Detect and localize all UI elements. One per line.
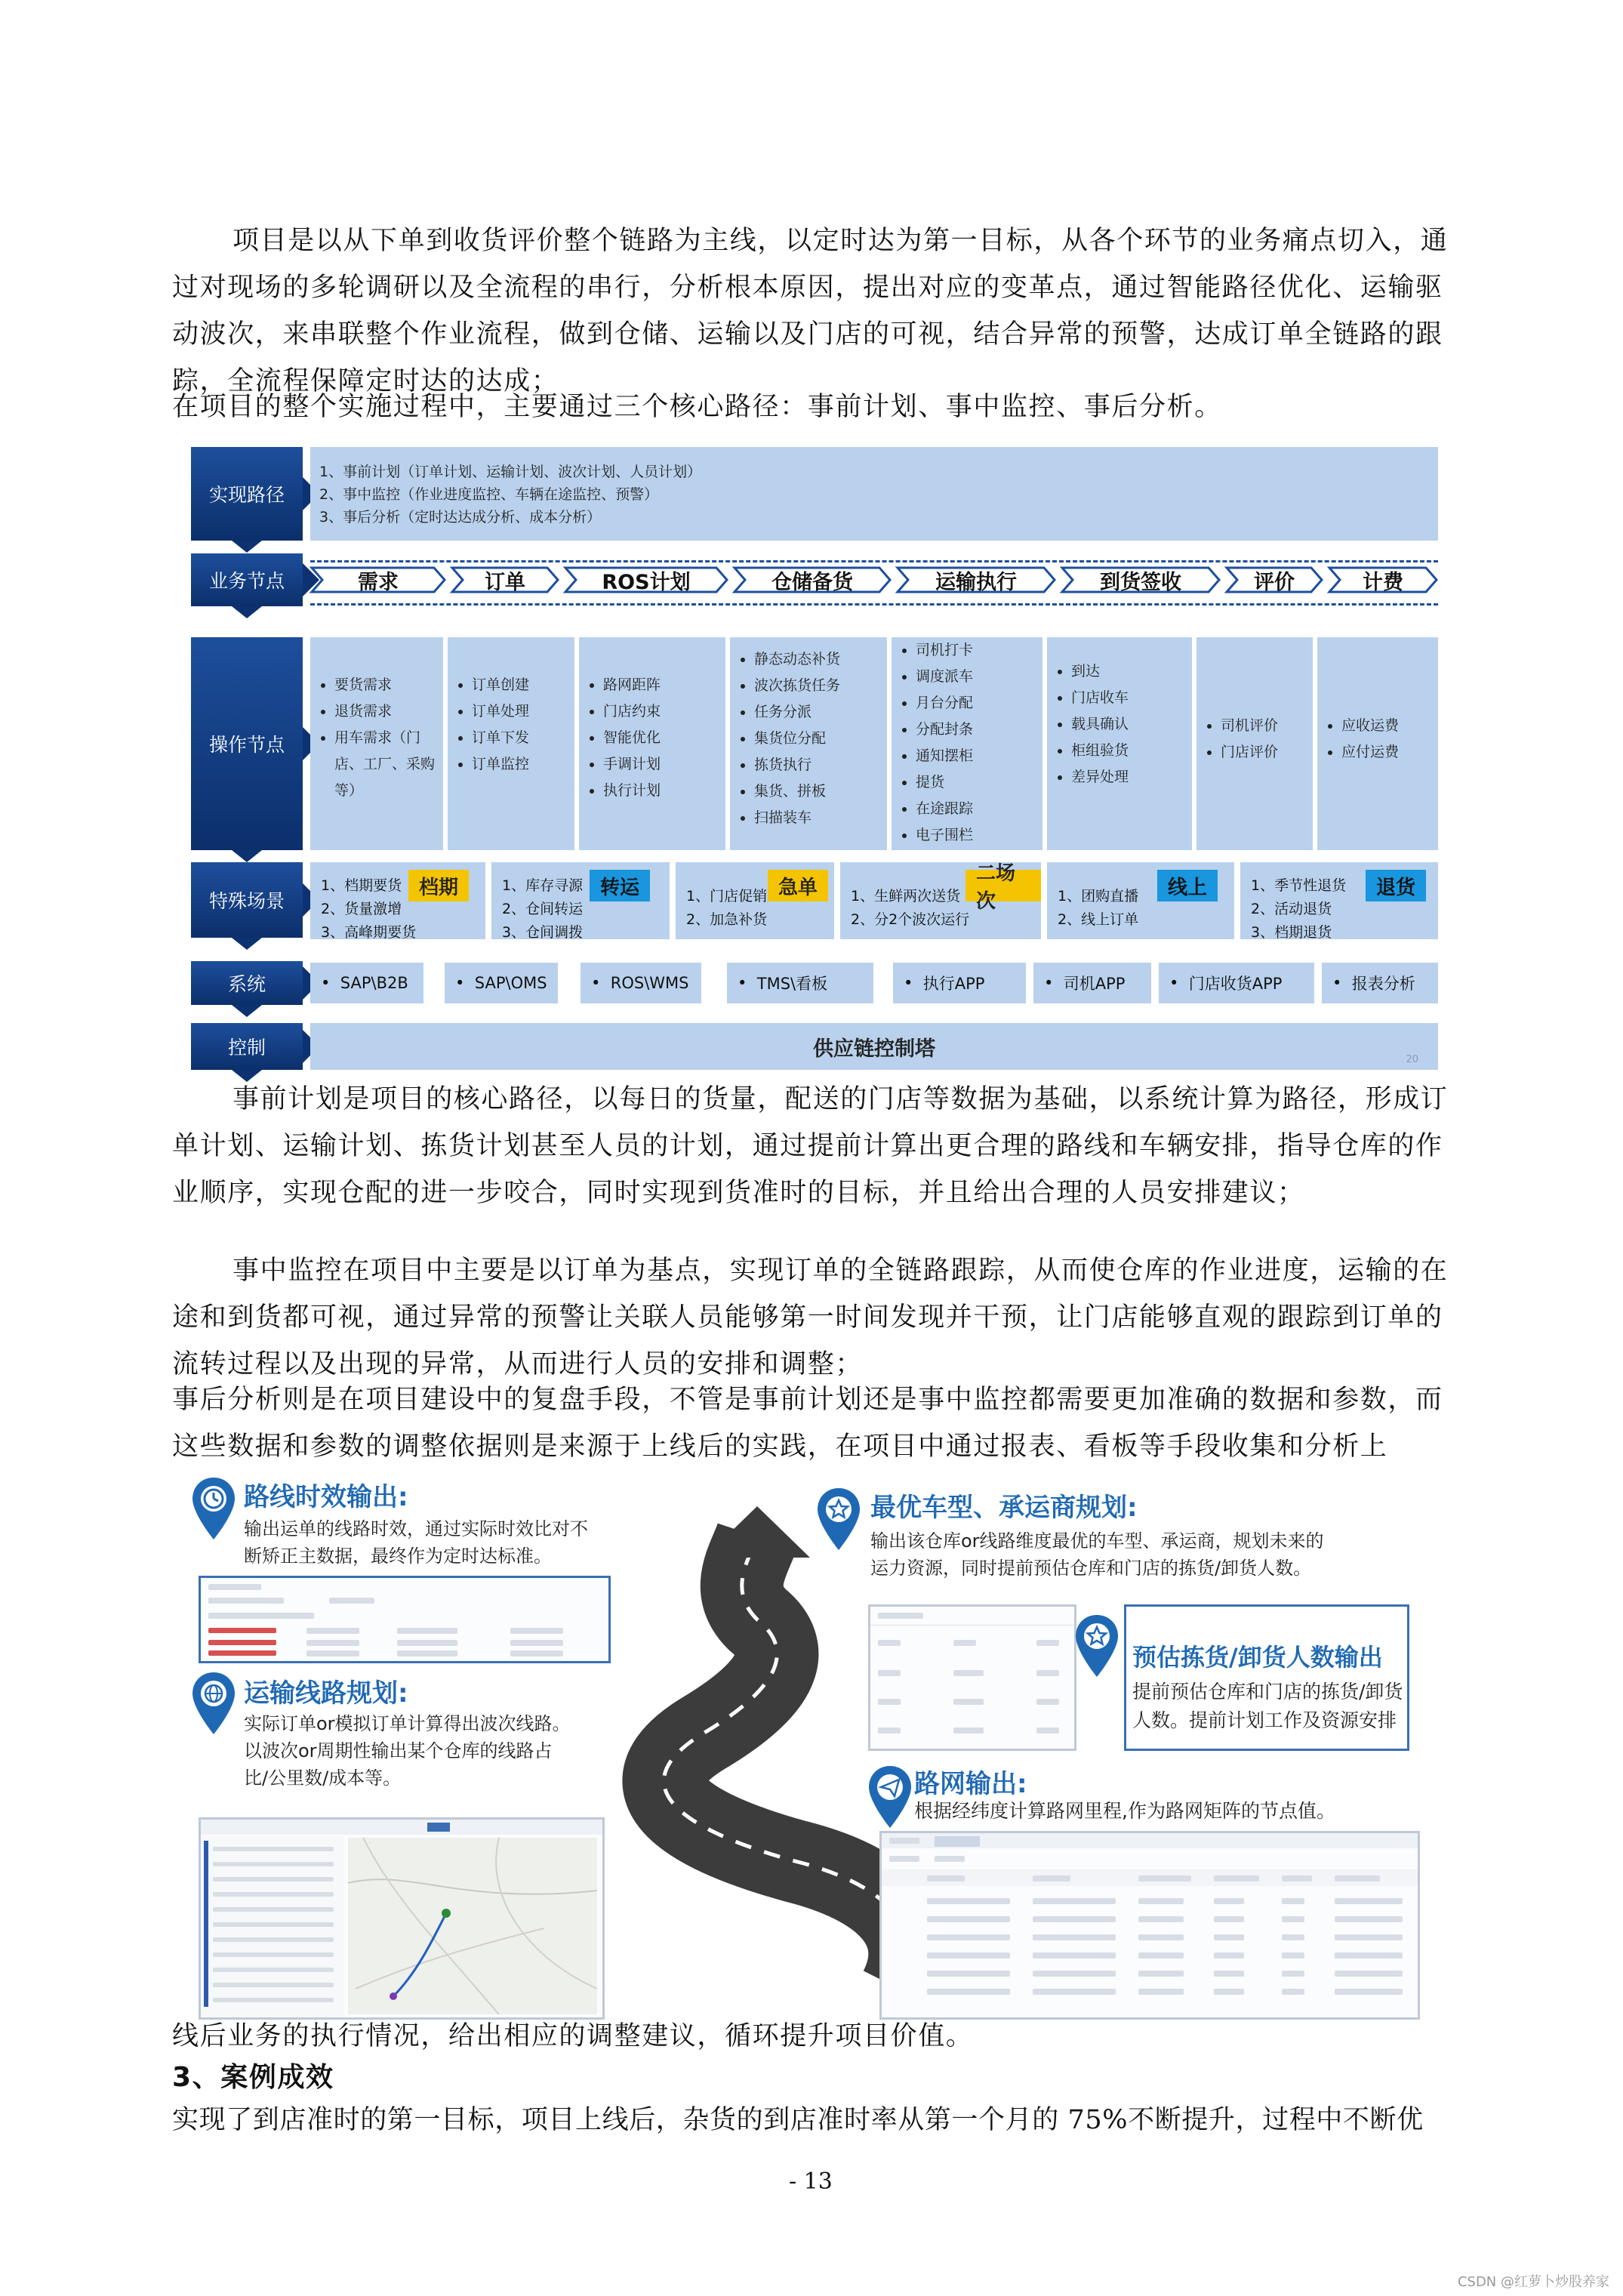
globe-pin-icon [191, 1671, 236, 1736]
intro-paragraph: 项目是以从下单到收货评价整个链路为主线，以定时达为第一目标，从各个环节的业务痛点切入，通过对现场的多轮调研以及全流程的串行，分析根本原因，提出对应的变革点，通过智能路径优化、运输驱动波次，来串联整个作业流程，做到仓储、运输以及门店的可视，结合异常的预警，达成订单全链路的跟踪，全流程保障定时达的达成； [172, 226, 1449, 396]
scene-box: 1、团购直播 2、线上订单 线上 [1047, 862, 1234, 939]
divider [310, 603, 1438, 606]
network-text: 根据经纬度计算路网里程,作为路网矩阵的节点值。 [914, 1800, 1335, 1822]
network-screenshot [879, 1831, 1420, 2020]
scene-box: 1、季节性退货 2、活动退货 3、档期退货 退货 [1240, 862, 1438, 939]
scene-box: 1、库存寻源 2、仓间转运 3、仓间调拨 转运 [491, 862, 670, 939]
analysis-collage [191, 1476, 1438, 2020]
row-label-business-node: 业务节点 [191, 553, 303, 606]
node-chevron: 评价 [1225, 566, 1323, 593]
node-chevron: ROS计划 [564, 566, 728, 593]
node-chevron: 仓储备货 [733, 566, 892, 593]
picking-text: 提前预估仓库和门店的拣货/卸货 人数。提前计划工作及资源安排 [1132, 1681, 1403, 1731]
ops-box: • 静态动态补货 • 波次拣货任务 • 任务分派 • 集货位分配 • 拣货执行 • 集货、拼板 • 扫描装车 [730, 637, 887, 850]
control-tower-bar: 供应链控制塔 20 [310, 1023, 1438, 1070]
system-box: • 报表分析 [1322, 963, 1438, 1003]
vehicle-screenshot [868, 1604, 1076, 1751]
route-text: 输出运单的线路时效，通过实际时效比对不 断矫正主数据，最终作为定时达标准。 [244, 1518, 588, 1567]
scene-tag: 线上 [1157, 870, 1218, 901]
row-label-control: 控制 [191, 1023, 303, 1070]
system-box: • SAP\OMS [445, 963, 558, 1003]
path-item: 2、事中监控（作业进度监控、车辆在途监控、预警） [319, 486, 659, 503]
path-box [310, 447, 1438, 541]
system-box: • ROS\WMS [581, 963, 701, 1003]
system-box: • 门店收货APP [1159, 963, 1314, 1003]
supply-chain-diagram [191, 447, 1438, 1074]
picking-card [1124, 1604, 1409, 1751]
system-box: • 执行APP [893, 963, 1026, 1003]
analysis-paragraph-continued: 线后业务的执行情况，给出相应的调整建议，循环提升项目价值。 [172, 2021, 974, 2051]
row-label-operation-node: 操作节点 [191, 637, 303, 850]
results-paragraph: 实现了到店准时的第一目标，项目上线后，杂货的到店准时率从第一个月的 75%不断提升，过程中不断优 [172, 2105, 1424, 2135]
ops-box: • 路网距阵 • 门店约束 • 智能优化 • 手调计划 • 执行计划 [579, 637, 725, 850]
scene-tag: 退货 [1366, 870, 1426, 901]
picking-title: 预估拣货/卸货人数输出 [1132, 1643, 1383, 1672]
node-chevron: 计费 [1328, 566, 1438, 593]
star-pin-icon [816, 1487, 861, 1552]
system-box: • TMS\看板 [727, 963, 873, 1003]
ops-box: • 到达 • 门店收车 • 载具确认 • 柜组验货 • 差异处理 [1047, 637, 1192, 850]
scene-box: 1、门店促销 2、加急补货 急单 [676, 862, 834, 939]
scene-tag: 急单 [768, 870, 828, 901]
scene-tag: 二场次 [965, 870, 1041, 901]
row-label-special-scene: 特殊场景 [191, 862, 303, 938]
watermark: CSDN @红萝卜炒股养家 [1457, 2274, 1609, 2290]
vehicle-text: 输出该仓库or线路维度最优的车型、承运商，规划未来的 运力资源，同时提前预估仓库和门店的拣货/卸货人数。 [870, 1530, 1324, 1579]
vehicle-title: 最优车型、承运商规划: [870, 1493, 1138, 1523]
system-box: • SAP\B2B [310, 963, 423, 1003]
ops-box: • 司机打卡 • 调度派车 • 月台分配 • 分配封条 • 通知摆柜 • 提货 • 在途跟踪 • 电子围栏 [892, 637, 1042, 850]
send-pin-icon [867, 1764, 913, 1829]
path-item: 1、事前计划（订单计划、运输计划、波次计划、人员计划） [319, 464, 702, 480]
ops-box: • 司机评价 • 门店评价 [1196, 637, 1313, 850]
scene-tag: 转运 [590, 870, 650, 901]
transport-map-screenshot [199, 1817, 605, 2020]
node-chevron: 运输执行 [896, 566, 1056, 593]
ops-box: • 应收运费 • 应付运费 [1317, 637, 1438, 850]
divider [310, 560, 1438, 562]
transport-text: 实际订单or模拟订单计算得出波次线路。 以波次or周期性输出某个仓库的线路占 比/公里数/成本等。 [244, 1713, 571, 1789]
network-title: 路网输出: [914, 1769, 1027, 1799]
scene-tag: 档期 [408, 870, 469, 901]
ops-box: • 要货需求 • 退货需求 • 用车需求（门店、工厂、采购等） [310, 637, 443, 850]
path-item: 3、事后分析（定时达达成分析、成本分析） [319, 509, 602, 525]
row-label-path: 实现路径 [191, 447, 303, 541]
transport-title: 运输线路规划: [244, 1678, 408, 1709]
page-number: - 13 [789, 2168, 833, 2195]
analysis-paragraph: 事后分析则是在项目建设中的复盘手段，不管是事前计划还是事中监控都需要更加准确的数据和参数，而这些数据和参数的调整依据则是来源于上线后的实践，在项目中通过报表、看板等手段收集和分析上 [172, 1385, 1443, 1462]
node-chevron: 订单 [451, 566, 559, 593]
route-screenshot [199, 1576, 611, 1663]
clock-pin-icon [191, 1476, 236, 1541]
ops-box: • 订单创建 • 订单处理 • 订单下发 • 订单监控 [448, 637, 574, 850]
row-label-system: 系统 [191, 961, 303, 1005]
scene-box: 1、档期要货 2、货量激增 3、高峰期要货 档期 [310, 862, 485, 939]
star-pin-icon [1074, 1613, 1119, 1678]
monitor-paragraph: 事中监控在项目中主要是以订单为基点，实现订单的全链路跟踪，从而使仓库的作业进度，运输的在途和到货都可视，通过异常的预警让关联人员能够第一时间发现并干预，让门店能够直观的跟踪到订单的流转过程以及出现的异常，从而进行人员的安排和调整； [172, 1256, 1449, 1379]
section-heading: 3、案例成效 [172, 2062, 334, 2093]
system-box: • 司机APP [1033, 963, 1151, 1003]
node-chevron: 需求 [310, 566, 446, 593]
core-paths-paragraph: 在项目的整个实施过程中，主要通过三个核心路径：事前计划、事中监控、事后分析。 [172, 392, 1222, 422]
scene-box: 1、生鲜两次送货 2、分2个波次运行 二场次 [840, 862, 1041, 939]
node-chevron: 到货签收 [1061, 566, 1221, 593]
route-map-graphic [348, 1838, 597, 2014]
route-title: 路线时效输出: [244, 1482, 408, 1512]
pre-plan-paragraph: 事前计划是项目的核心路径，以每日的货量，配送的门店等数据为基础，以系统计算为路径，形成订单计划、运输计划、拣货计划甚至人员的计划，通过提前计算出更合理的路线和车辆安排，指导仓库的作业顺序，实现仓配的进一步咬合，同时实现到货准时的目标，并且给出合理的人员安排建议； [172, 1084, 1449, 1208]
